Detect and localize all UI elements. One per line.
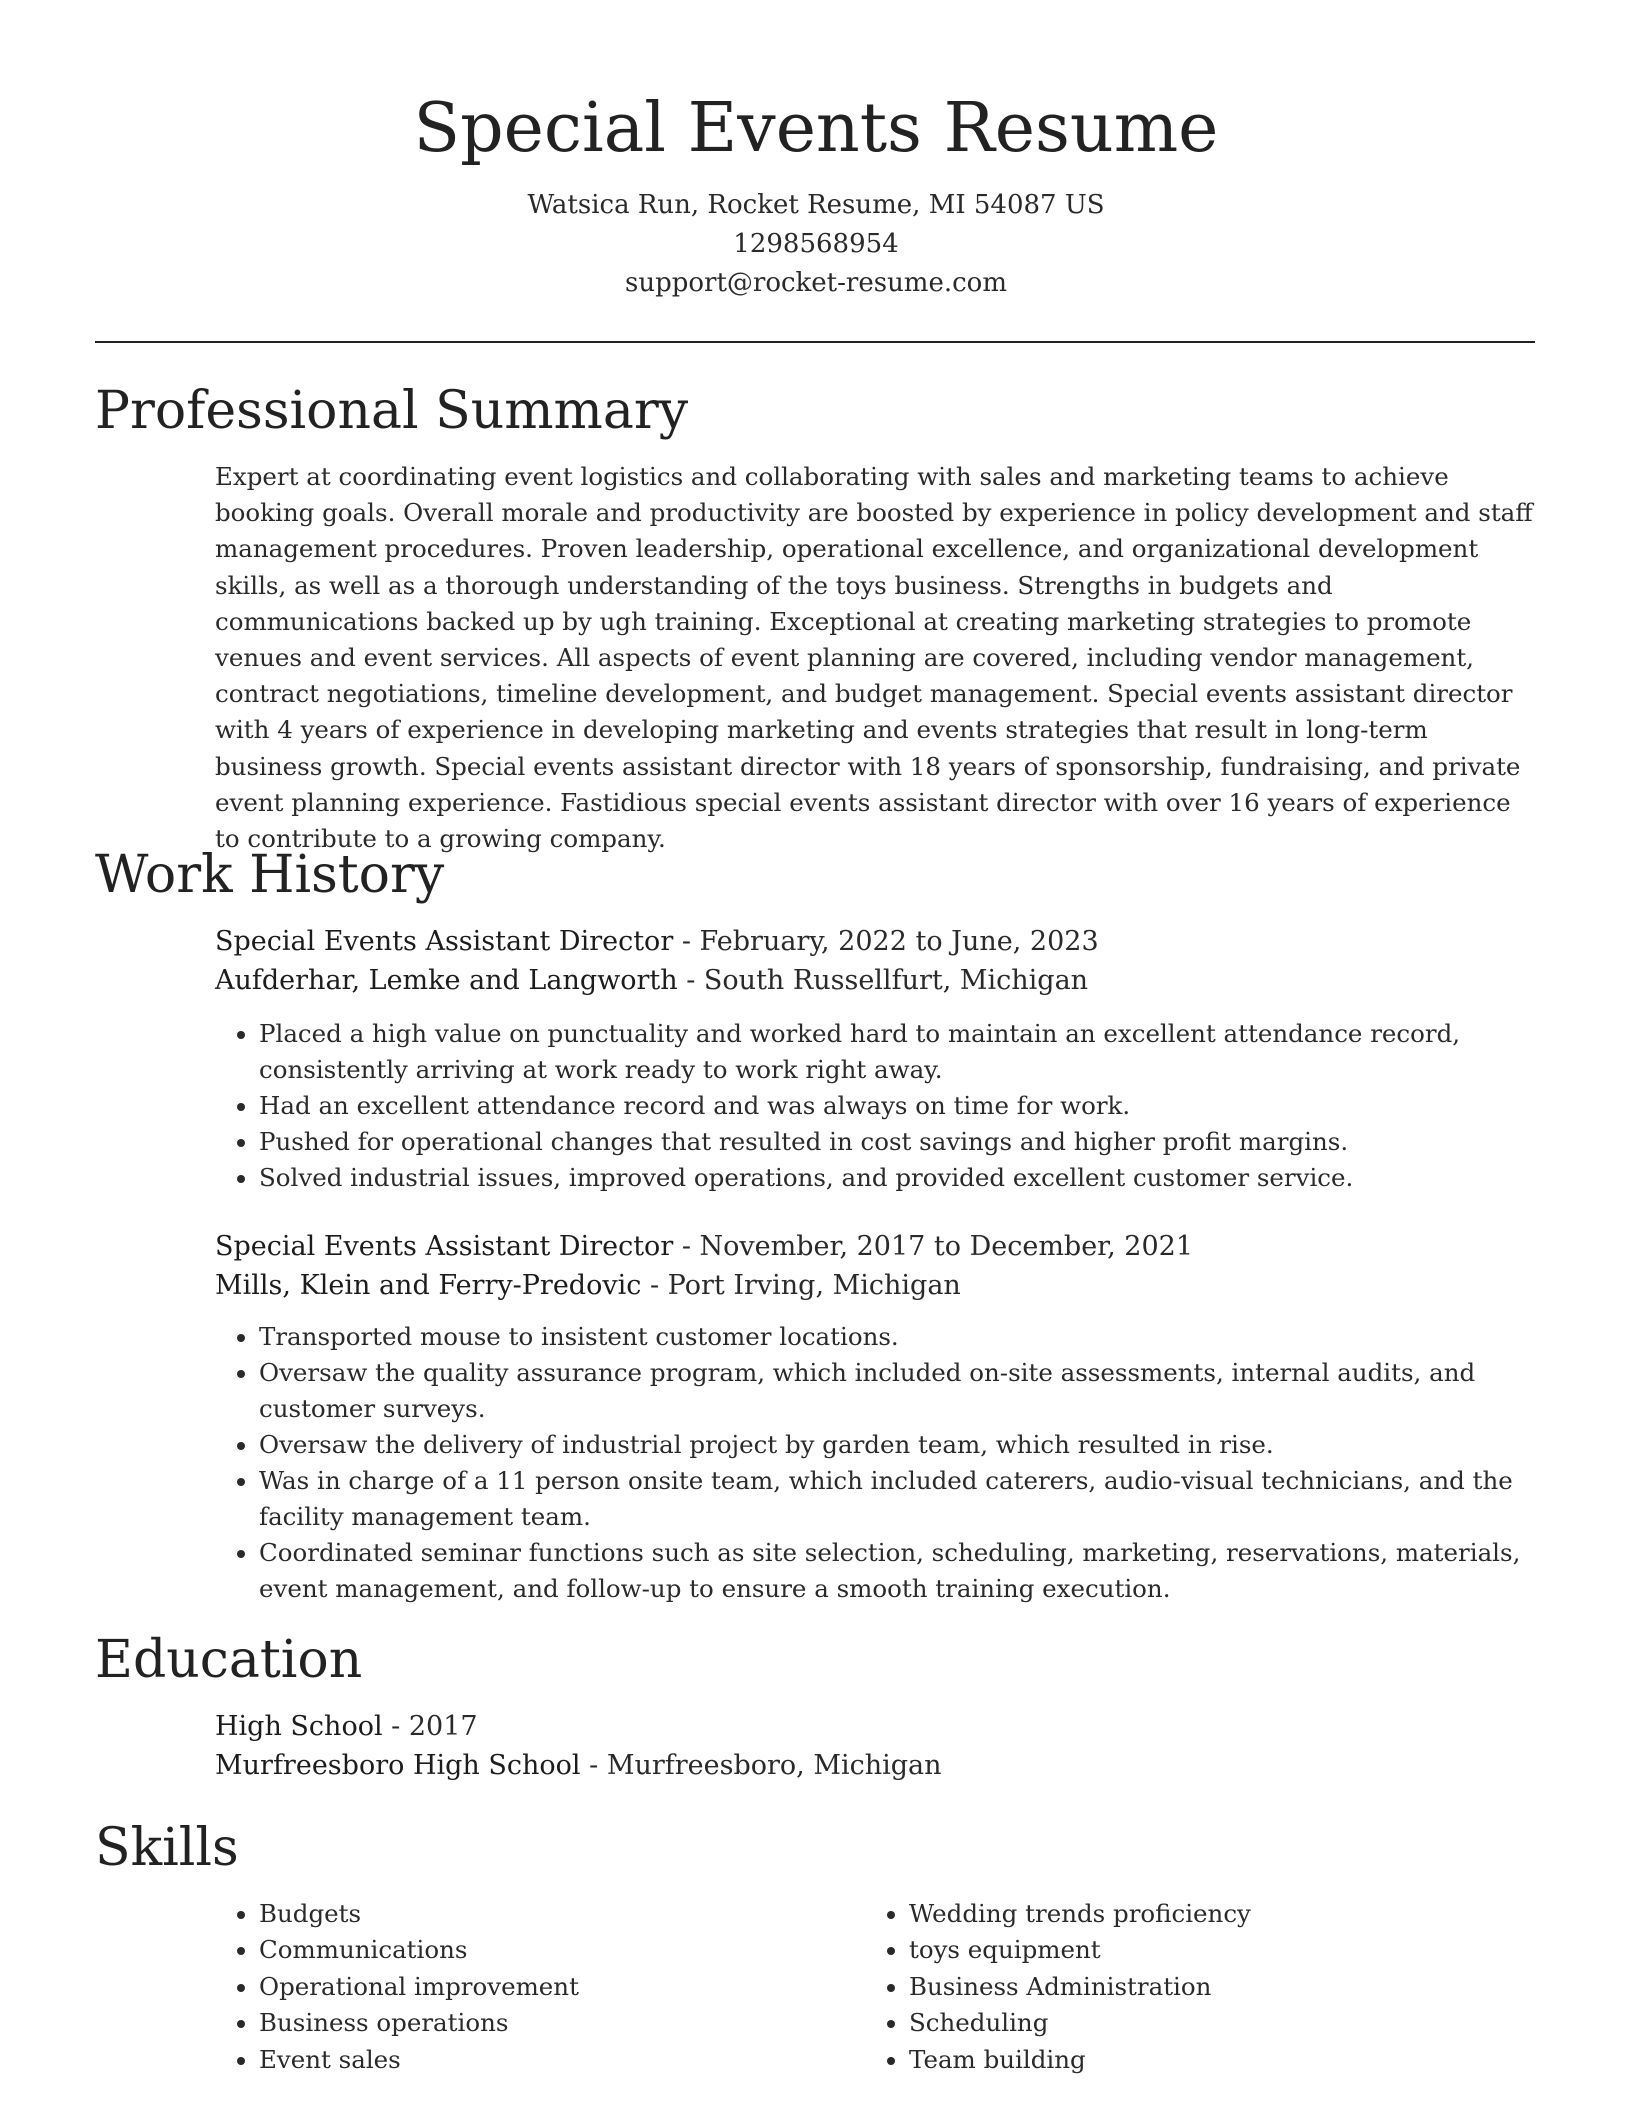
summary-text: Expert at coordinating event logistics and collaborating with sales and marketing teams to achieve booking goals. Overall morale and productivity are boosted by experience in policy development and staff management procedures. Proven leadership, operational excellence, and organizational development skills, as well as a thorough understanding of the toys business. Strengths in budgets and communications backed up by ugh training. Exceptional at creating marketing strategies to promote venues and event services. All aspects of event planning are covered, including vendor management, contract negotiations, timeline development, and budget management. Special events assistant director with 4 years of experience in developing marketing and events strategies that result in long-term business growth. Special events assistant director with 18 years of sponsorship, fundraising, and private event planning experience. Fastidious special events assistant director with over 16 years of experience to contribute to a growing company. xyxy=(215,462,1533,854)
contact-email: support@rocket-resume.com xyxy=(624,268,1007,298)
skill-item: • Budgets xyxy=(259,1896,865,1932)
skill-item: • Scheduling xyxy=(909,2005,1515,2041)
skill-item: • Business Administration xyxy=(909,1969,1515,2005)
contact-info xyxy=(0,186,1632,303)
job-bullets xyxy=(215,1016,1535,1196)
job-company: Aufderhar, Lemke and Langworth xyxy=(215,965,678,996)
job-location: - Port Irving, Michigan xyxy=(641,1270,961,1301)
work-history-heading: Work History xyxy=(95,845,445,905)
job-company-line xyxy=(215,1266,1535,1305)
job-company: Mills, Klein and Ferry-Predovic xyxy=(215,1270,642,1301)
job-entry xyxy=(215,922,1535,1196)
education-school: Murfreesboro High School xyxy=(215,1750,581,1781)
contact-address: Watsica Run, Rocket Resume, MI 54087 US xyxy=(527,190,1105,220)
job-bullets xyxy=(215,1319,1535,1607)
skills-bullets xyxy=(865,1896,1515,2078)
job-dates: - February, 2022 to June, 2023 xyxy=(673,926,1099,957)
summary-heading: Professional Summary xyxy=(95,381,689,441)
job-bullet: • Oversaw the delivery of industrial project by garden team, which resulted in rise. xyxy=(259,1427,1535,1463)
contact-phone: 1298568954 xyxy=(733,229,899,259)
skills-column-right xyxy=(865,1896,1515,2078)
job-bullet: • Pushed for operational changes that resulted in cost savings and higher profit margins. xyxy=(259,1124,1535,1160)
skills-list xyxy=(215,1896,1535,2078)
education-entry xyxy=(215,1707,1535,1785)
skills-column-left xyxy=(215,1896,865,2078)
skill-item: • toys equipment xyxy=(909,1932,1515,1968)
job-bullet: • Oversaw the quality assurance program, which included on-site assessments, internal audits, and customer surveys. xyxy=(259,1355,1535,1427)
job-company-line xyxy=(215,961,1535,1000)
job-location: - South Russellfurt, Michigan xyxy=(677,965,1089,996)
job-role: Special Events Assistant Director xyxy=(215,926,674,957)
education-school-line xyxy=(215,1746,1535,1785)
skill-item: • Operational improvement xyxy=(259,1969,865,2005)
job-bullet: • Coordinated seminar functions such as site selection, scheduling, marketing, reservations, materials, event management, and follow-up to ensure a smooth training execution. xyxy=(259,1535,1535,1607)
job-role: Special Events Assistant Director xyxy=(215,1231,674,1262)
education-heading: Education xyxy=(95,1630,363,1690)
job-bullet: • Had an excellent attendance record and was always on time for work. xyxy=(259,1088,1535,1124)
education-degree: High School xyxy=(215,1711,383,1742)
resume-name: Special Events Resume xyxy=(413,89,1219,168)
header-divider xyxy=(95,341,1535,343)
job-dates: - November, 2017 to December, 2021 xyxy=(673,1231,1193,1262)
job-entry xyxy=(215,1227,1535,1607)
skill-item: • Team building xyxy=(909,2042,1515,2078)
skills-bullets xyxy=(215,1896,865,2078)
job-bullet: • Placed a high value on punctuality and worked hard to maintain an excellent attendance record, consistently arriving at work ready to work right away. xyxy=(259,1016,1535,1088)
job-bullet: • Solved industrial issues, improved operations, and provided excellent customer service. xyxy=(259,1160,1535,1196)
skill-item: • Communications xyxy=(259,1932,865,1968)
education-location: - Murfreesboro, Michigan xyxy=(580,1750,942,1781)
skills-heading: Skills xyxy=(95,1818,239,1878)
skill-item: • Business operations xyxy=(259,2005,865,2041)
education-degree-line xyxy=(215,1707,1535,1746)
skill-item: • Wedding trends proficiency xyxy=(909,1896,1515,1932)
job-title-line xyxy=(215,1227,1535,1266)
education-year: - 2017 xyxy=(382,1711,478,1742)
job-title-line xyxy=(215,922,1535,961)
skill-item: • Event sales xyxy=(259,2042,865,2078)
resume-header xyxy=(0,84,1632,303)
job-bullet: • Transported mouse to insistent customer locations. xyxy=(259,1319,1535,1355)
job-bullet: • Was in charge of a 11 person onsite team, which included caterers, audio-visual technicians, and the facility management team. xyxy=(259,1463,1535,1535)
